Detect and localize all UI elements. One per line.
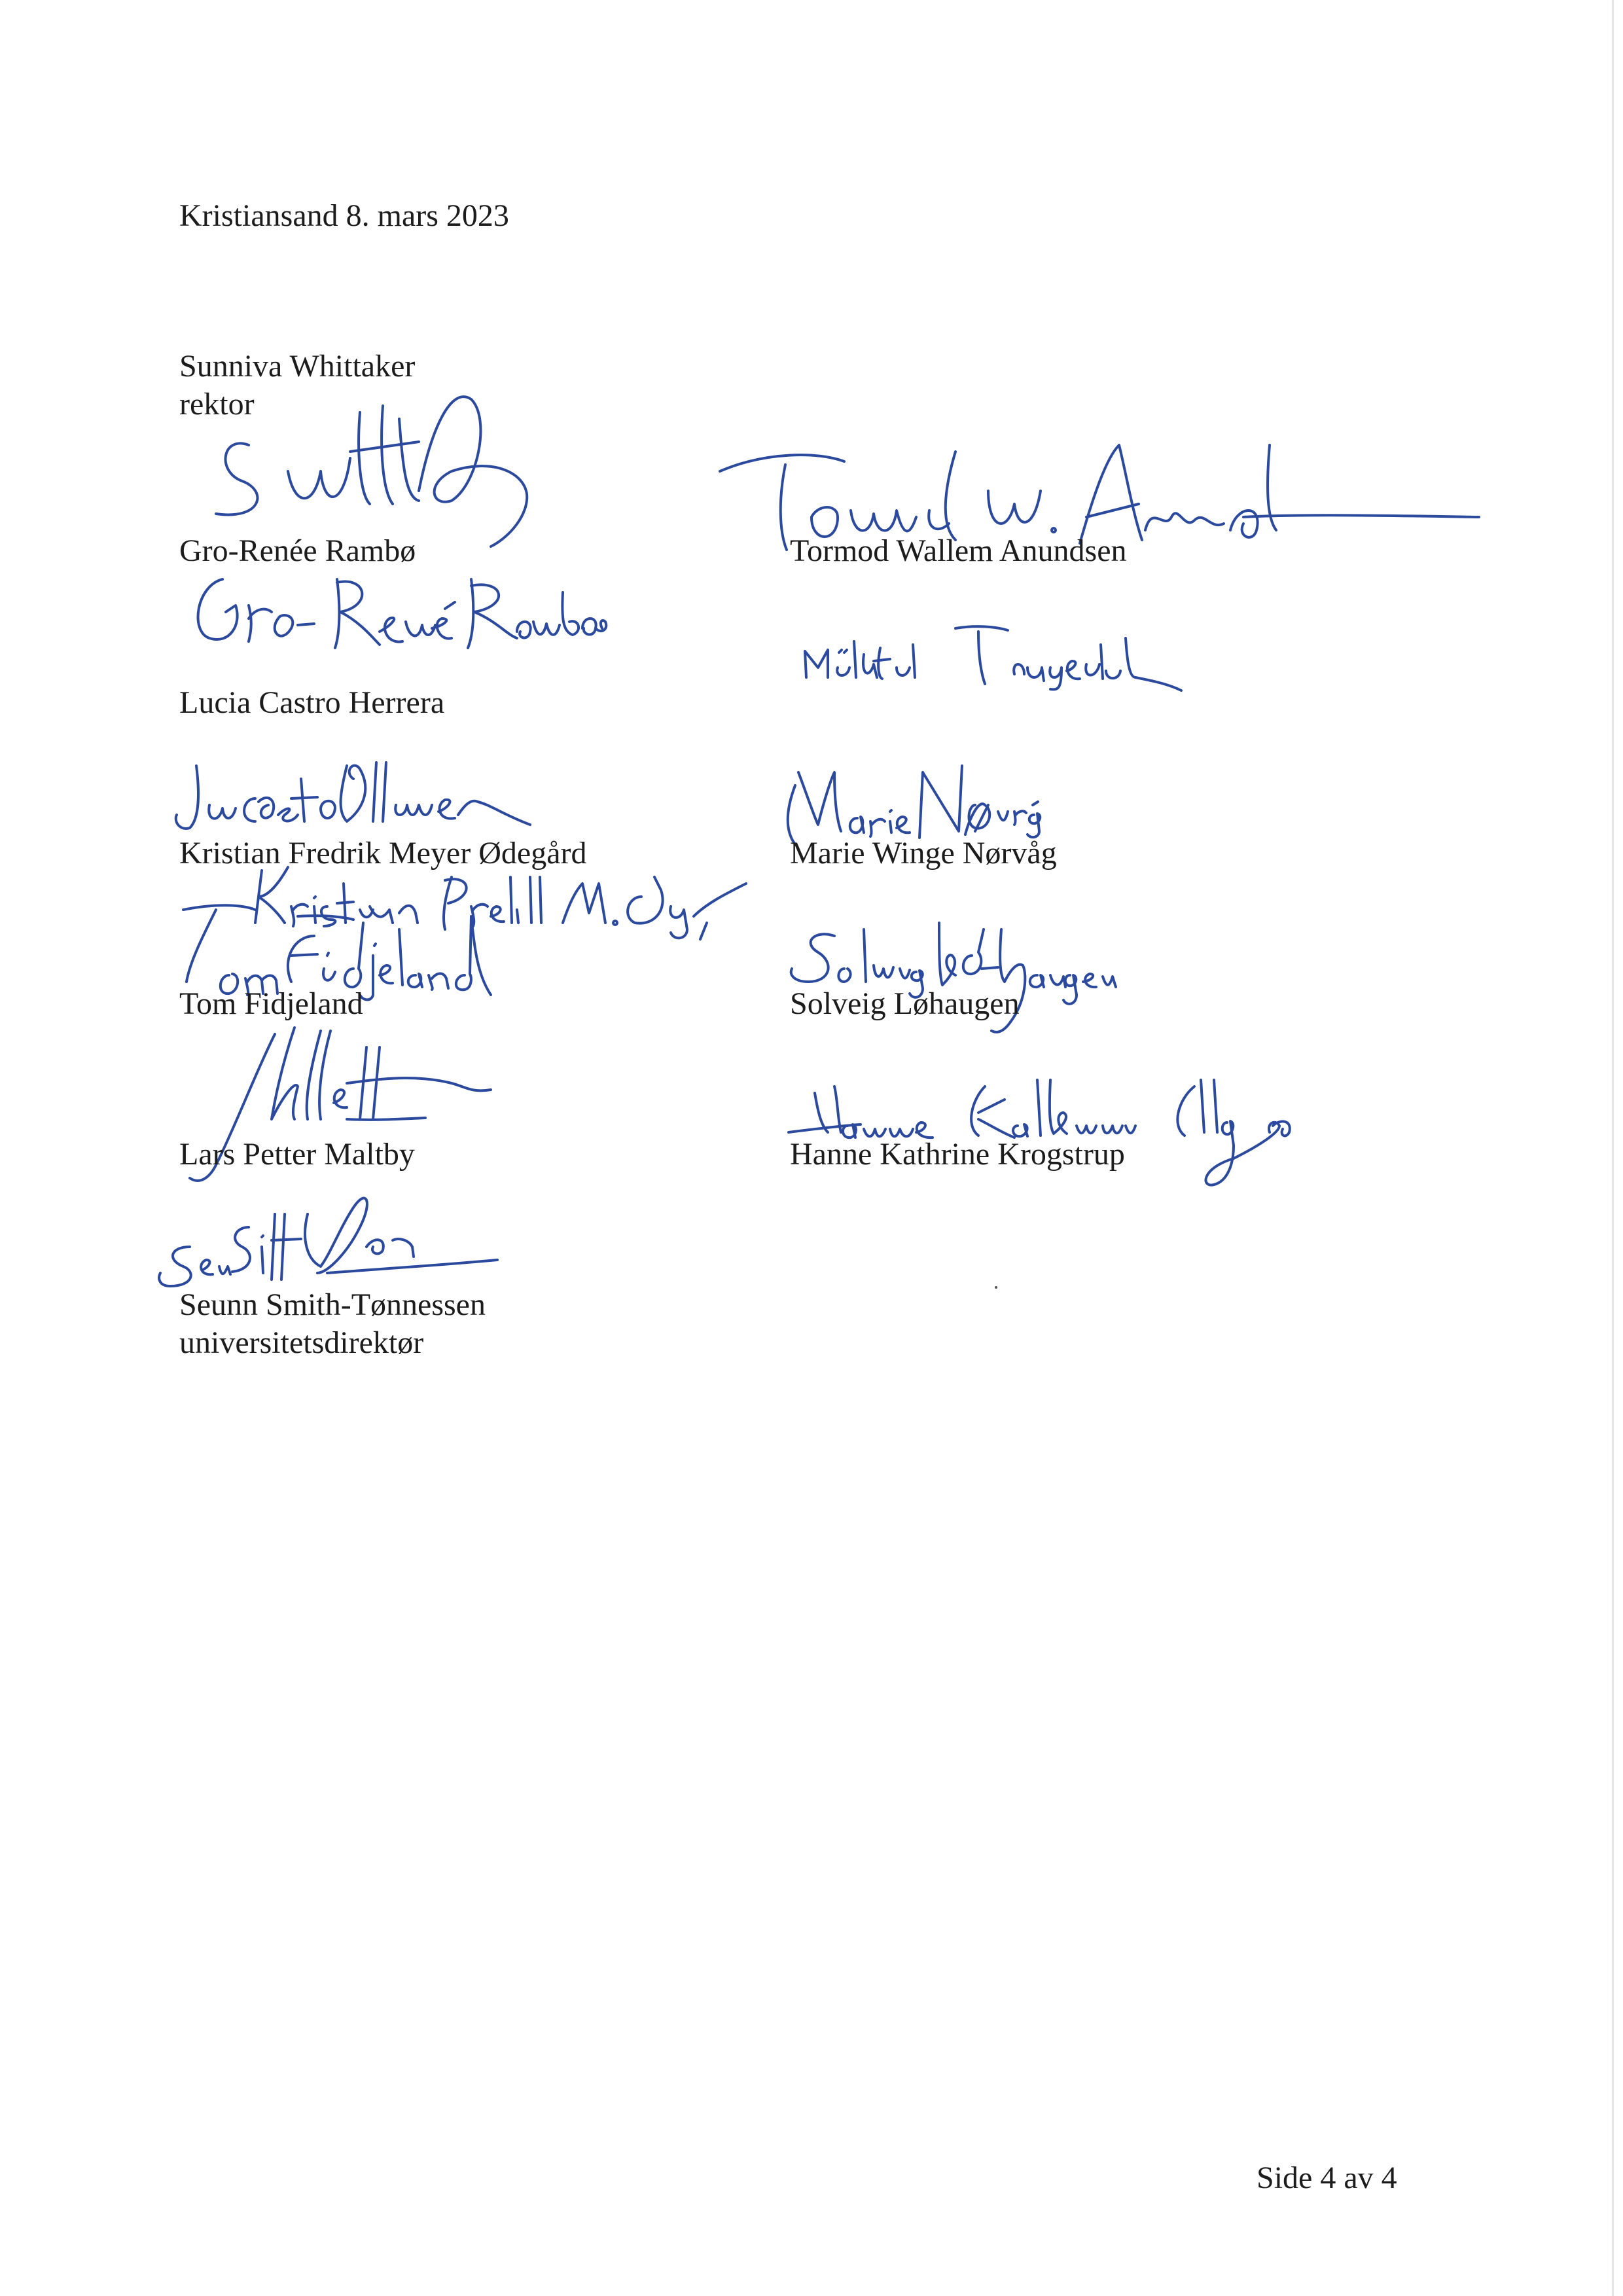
signatory-name-kristian: Kristian Fredrik Meyer Ødegård: [179, 836, 587, 870]
signatory-name-tormod: Tormod Wallem Anundsen: [790, 533, 1127, 568]
signature-malfrid: [798, 619, 1191, 691]
place-date: Kristiansand 8. mars 2023: [179, 198, 509, 233]
signatory-name-sunniva: Sunniva Whittaker: [179, 349, 416, 384]
scan-speck: [995, 1286, 997, 1289]
signatory-title-sunniva: rektor: [179, 387, 255, 422]
page-number: Side 4 av 4: [1257, 2161, 1397, 2195]
signature-gro: [183, 566, 615, 658]
signatory-name-tom: Tom Fidjeland: [179, 986, 363, 1021]
signatory-name-gro: Gro-Renée Rambø: [179, 533, 416, 568]
scan-edge-line: [1612, 0, 1614, 2296]
signatory-name-marie: Marie Winge Nørvåg: [790, 836, 1057, 870]
signature-sunniva: [203, 373, 543, 550]
signatory-name-seunn: Seunn Smith-Tønnessen: [179, 1287, 486, 1322]
signature-lucia: [164, 753, 556, 838]
signatory-name-solveig: Solveig Løhaugen: [790, 986, 1020, 1021]
signatory-title-seunn: universitetsdirektør: [179, 1325, 424, 1360]
signatory-name-hanne: Hanne Kathrine Krogstrup: [790, 1137, 1125, 1172]
signatory-name-lars: Lars Petter Maltby: [179, 1137, 415, 1172]
signatory-name-lucia: Lucia Castro Herrera: [179, 685, 445, 720]
